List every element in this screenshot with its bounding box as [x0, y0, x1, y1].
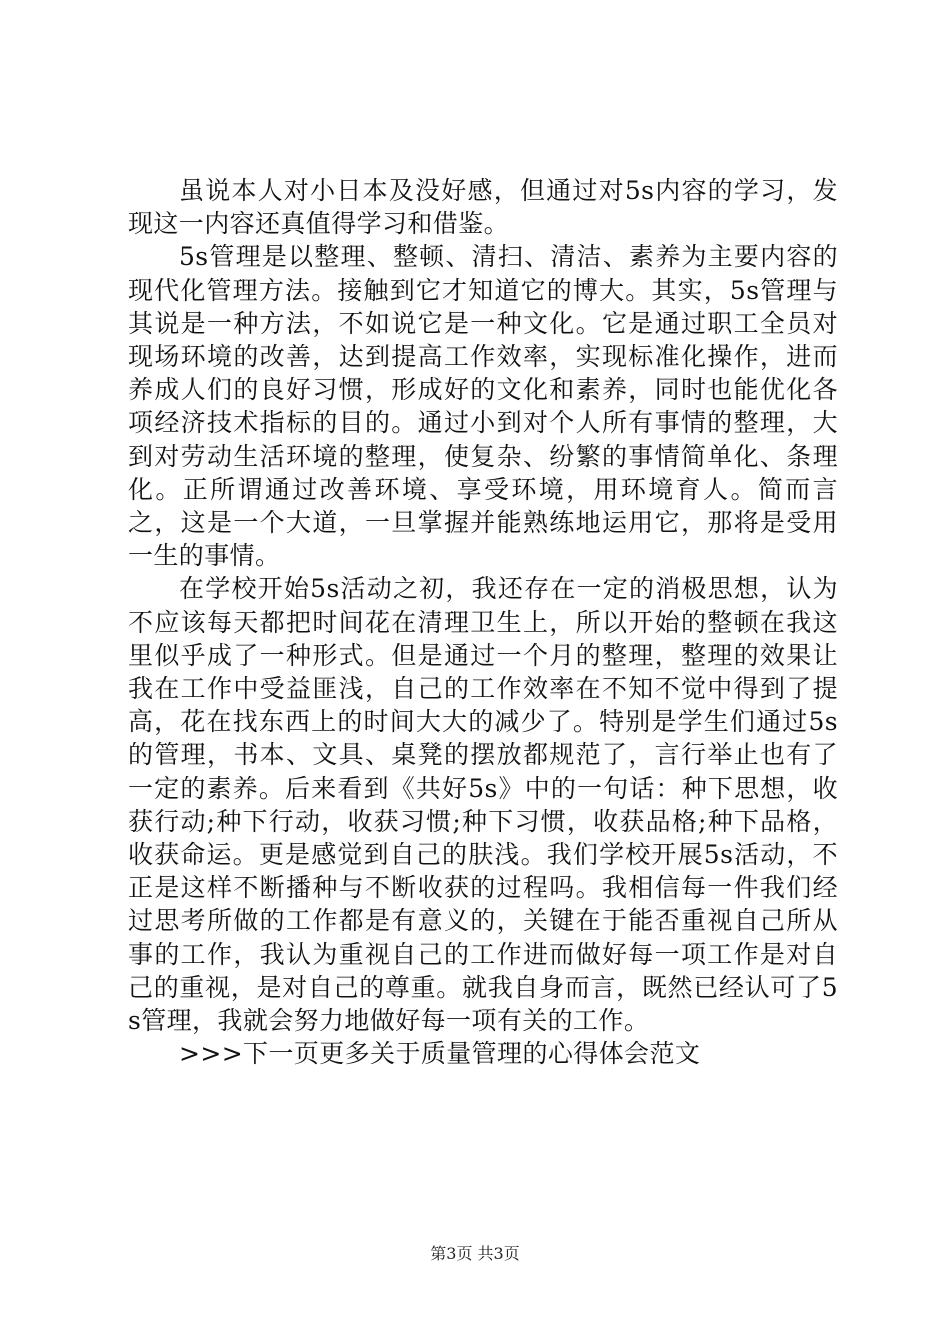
- document-body: [128, 174, 838, 1070]
- page-number: 第3页 共3页: [430, 1244, 520, 1263]
- paragraph-intro: 虽说本人对小日本及没好感，但通过对5s内容的学习，发现这一内容还真值得学习和借鉴。: [128, 176, 838, 239]
- next-page-link[interactable]: >>>下一页更多关于质量管理的心得体会范文: [179, 1039, 701, 1069]
- paragraph-5s-definition: 5s管理是以整理、整顿、清扫、清洁、素养为主要内容的现代化管理方法。接触到它才知道它的博大。其实，5s管理与其说是一种方法，不如说它是一种文化。它是通过职工全员对现场环境的改善，达到提高工作效率，实现标准化操作，进而养成人们的良好习惯，形成好的文化和素养，同时也能优化各项经济技术指标的目的。通过小到对个人所有事情的整理，大到对劳动生活环境的整理，使复杂、纷繁的事情简单化、条理化。正所谓通过改善环境、享受环境，用环境育人。简而言之，这是一个大道，一旦掌握并能熟练地运用它，那将是受用一生的事情。: [128, 242, 838, 571]
- paragraph-school-experience: 在学校开始5s活动之初，我还存在一定的消极思想，认为不应该每天都把时间花在清理卫生上，所以开始的整顿在我这里似乎成了一种形式。但是通过一个月的整理，整理的效果让我在工作中受益匪浅，自己的工作效率在不知不觉中得到了提高，花在找东西上的时间大大的减少了。特别是学生们通过5s的管理，书本、文具、桌凳的摆放都规范了，言行举止也有了一定的素养。后来看到《共好5s》中的一句话：种下思想，收获行动;种下行动，收获习惯;种下习惯，收获品格;种下品格，收获命运。更是感觉到自己的肤浅。我们学校开展5s活动，不正是这样不断播种与不断收获的过程吗。我相信每一件我们经过思考所做的工作都是有意义的，关键在于能否重视自己所从事的工作，我认为重视自己的工作进而做好每一项工作是对自己的重视，是对自己的尊重。就我自身而言，既然已经认可了5s管理，我就会努力地做好每一项有关的工作。: [128, 574, 838, 1036]
